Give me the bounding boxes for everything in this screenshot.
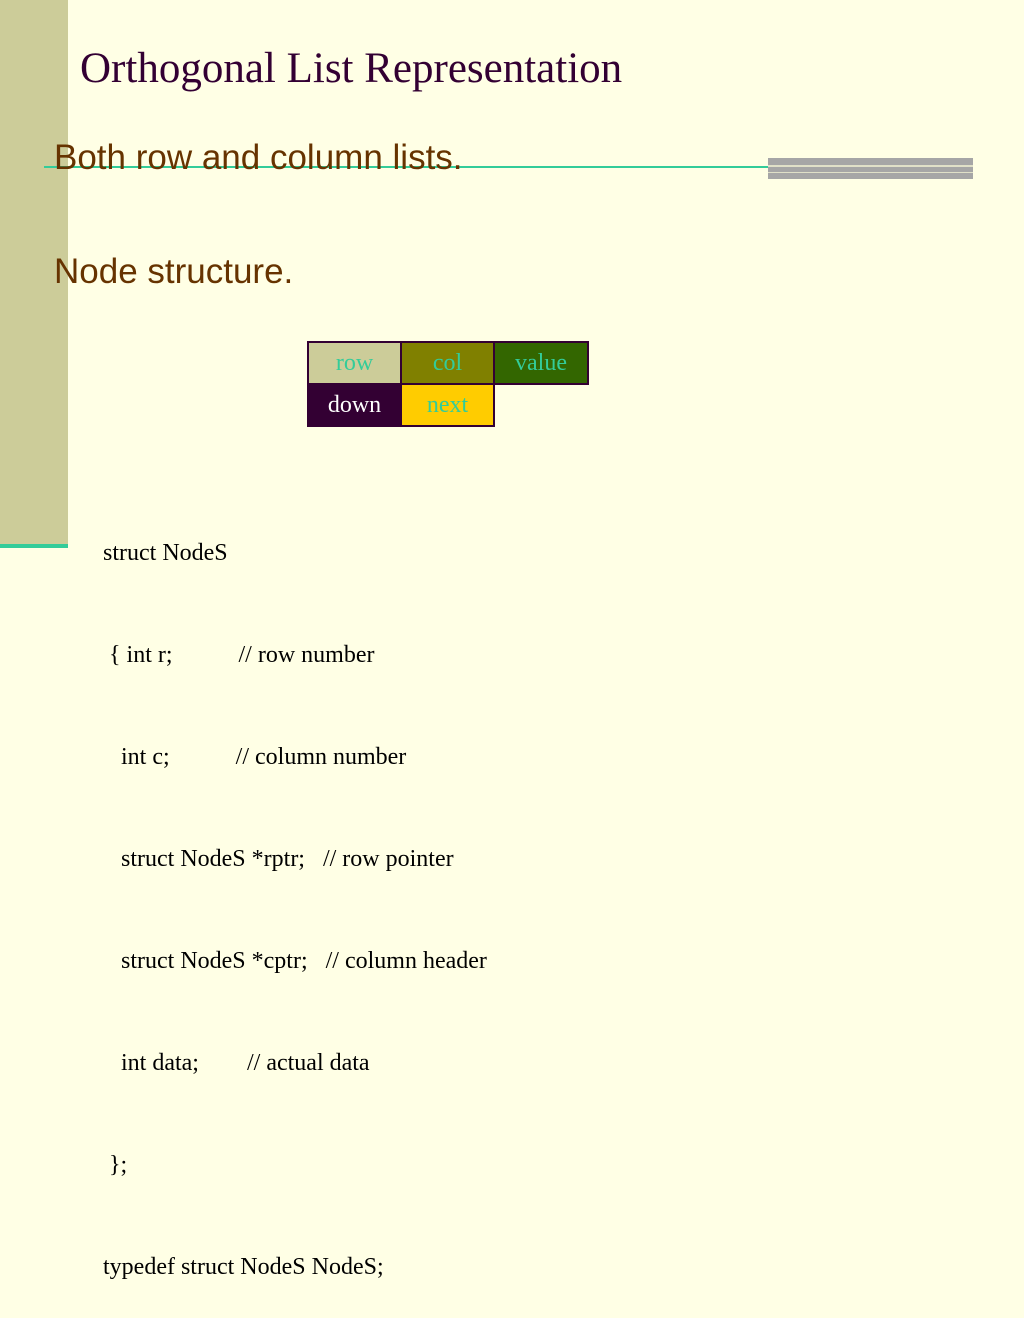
sidebar-accent-line (0, 544, 68, 548)
node-field-value: value (493, 341, 589, 385)
slide-title: Orthogonal List Representation (80, 45, 623, 92)
title-rule-accent (768, 158, 973, 179)
code-line: struct NodeS *cptr; // column header (103, 948, 487, 974)
code-line: struct NodeS *rptr; // row pointer (103, 846, 454, 872)
bullet-node-structure: Node structure. (54, 252, 294, 291)
code-line: { int r; // row number (103, 642, 375, 668)
code-line: }; (103, 1152, 128, 1178)
struct-code-block (103, 468, 487, 1318)
code-line: struct NodeS (103, 540, 228, 566)
node-field-col: col (400, 341, 495, 385)
code-line: int c; // column number (103, 744, 407, 770)
bullet-row-column-lists: Both row and column lists. (54, 138, 463, 177)
node-field-next: next (400, 383, 495, 427)
node-field-down: down (307, 383, 402, 427)
code-line: typedef struct NodeS NodeS; (103, 1254, 384, 1280)
code-line: int data; // actual data (103, 1050, 370, 1076)
node-field-row: row (307, 341, 402, 385)
